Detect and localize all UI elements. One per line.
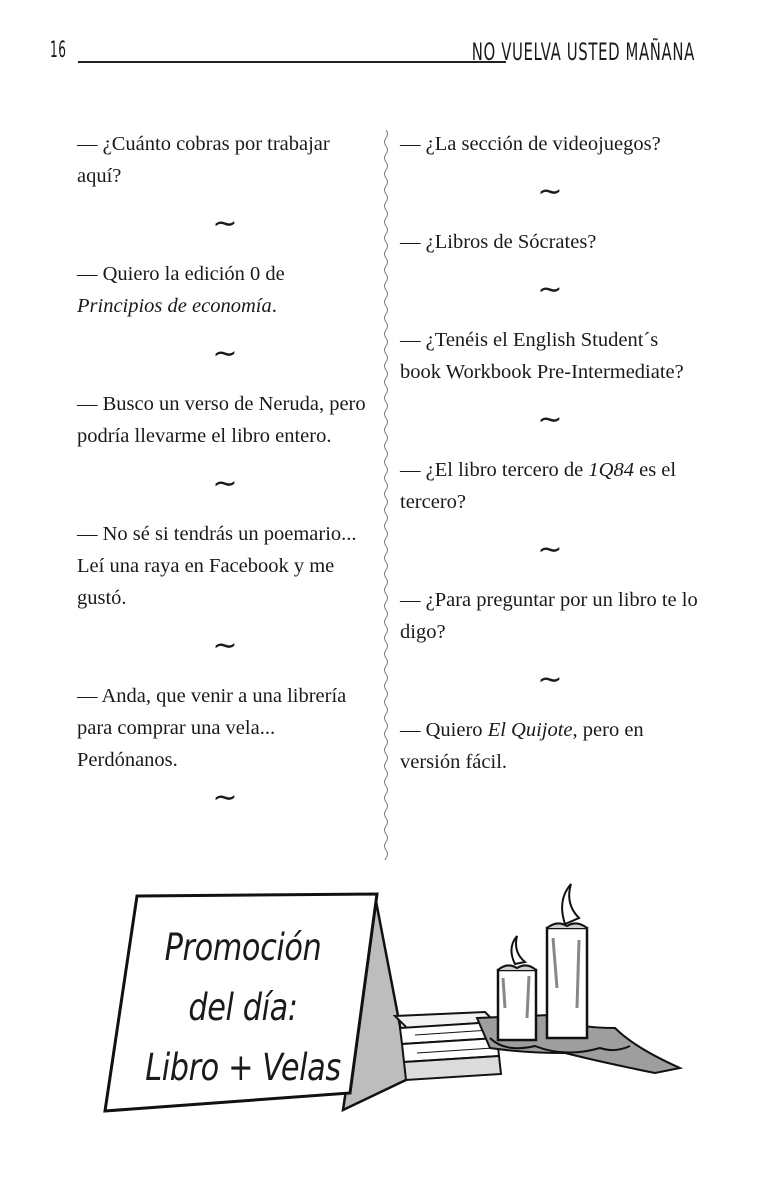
tilde-separator: ∼	[537, 532, 563, 567]
tilde-separator: ∼	[212, 206, 238, 241]
page-number: 16	[50, 38, 67, 63]
quote-item: — ¿La sección de videojuegos?	[400, 133, 661, 155]
book-title: 1Q84	[588, 459, 634, 481]
running-title: NO VUELVA USTED MAÑANA	[471, 38, 695, 66]
tilde-separator: ∼	[212, 336, 238, 371]
quote-text: es el tercero?	[400, 459, 677, 513]
column-divider	[380, 130, 392, 860]
tilde-separator: ∼	[537, 174, 563, 209]
book-title: El Quijote	[487, 719, 573, 741]
sign-line: Promoción	[164, 926, 322, 969]
sign-line: del día:	[188, 986, 298, 1029]
quote-item: — ¿Tenéis el English Student´s book Workbook Pre-Intermediate?	[400, 329, 684, 383]
quote-item	[400, 714, 700, 778]
tilde-separator: ∼	[212, 628, 238, 663]
tilde-separator: ∼	[212, 780, 238, 815]
quote-text: — Quiero la edición 0 de	[77, 263, 285, 285]
quote-item: — ¿Cuánto cobras por trabajar aquí?	[77, 133, 330, 187]
quote-item: — No sé si tendrás un poemario... Leí una raya en Facebook y me gustó.	[77, 523, 357, 609]
page-header	[0, 0, 769, 100]
quote-item: — Anda, que venir a una librería para comprar una vela... Perdónanos.	[77, 685, 347, 771]
promo-sign-text	[132, 918, 353, 1098]
right-column	[400, 128, 700, 778]
candles-illustration	[477, 884, 680, 1073]
sign-line: Libro + Velas	[145, 1046, 341, 1089]
quote-text: — Quiero	[400, 719, 488, 741]
header-rule	[78, 61, 506, 63]
book-title: Principios de economía	[77, 295, 272, 317]
tilde-separator: ∼	[537, 662, 563, 697]
quote-item	[400, 454, 700, 518]
tilde-separator: ∼	[537, 402, 563, 437]
quote-item: — ¿Libros de Sócrates?	[400, 231, 597, 253]
tilde-separator: ∼	[212, 466, 238, 501]
quote-item	[77, 258, 373, 322]
quote-text: — ¿El libro tercero de	[400, 459, 589, 481]
quote-item: — ¿Para preguntar por un libro te lo digo?	[400, 589, 698, 643]
quote-text: .	[271, 295, 277, 317]
tilde-separator: ∼	[537, 272, 563, 307]
quote-item: — Busco un verso de Neruda, pero podría llevarme el libro entero.	[77, 393, 366, 447]
left-column	[77, 128, 373, 832]
quote-text: , pero en versión fácil.	[400, 719, 644, 773]
